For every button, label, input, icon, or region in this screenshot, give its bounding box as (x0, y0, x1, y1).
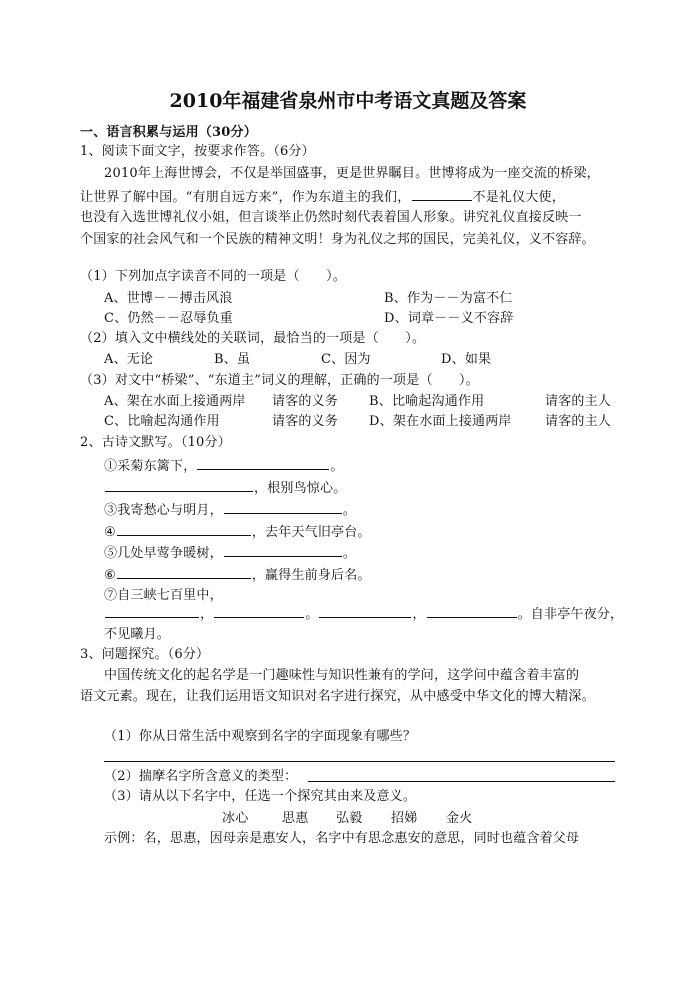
answer-blank (117, 522, 251, 536)
name-option: 冰心 (222, 811, 249, 826)
poem-line: ⑤几处早莺争暖树， 。 (104, 543, 356, 563)
sub-question: （2）填入文中横线处的关联词，最恰当的一项是（ ）。 (80, 331, 426, 346)
option-b: B、比喻起沟通作用 (369, 394, 485, 409)
option-a: A、世博－－搏击风浪 (104, 291, 233, 306)
option-b: B、作为－－为富不仁 (384, 291, 513, 306)
question-2-heading: 2、古诗文默写。（10分） (80, 435, 231, 450)
answer-blank (319, 604, 411, 618)
option-b-meaning: 请客的主人 (545, 394, 612, 409)
option-d: D、如果 (441, 352, 492, 367)
poem-line: 不见曦月。 (104, 627, 171, 642)
answer-blank (427, 604, 517, 618)
answer-blank (214, 604, 304, 618)
option-a: A、架在水面上接通两岸 (104, 394, 246, 409)
answer-blank (412, 187, 472, 201)
poem-line: ④ ，去年天气旧亭台。 (104, 522, 371, 542)
answer-line (104, 761, 615, 762)
example-text: 示例：名，思惠，因母亲是惠安人，名字中有思念惠安的意思，同时也蕴含着父母 (104, 831, 580, 846)
answer-blank (105, 478, 253, 492)
answer-blank (224, 543, 342, 557)
answer-blank (197, 456, 329, 470)
sub-question: （2）揣摩名字所含意义的类型： (104, 769, 298, 784)
answer-blank (117, 565, 251, 579)
question-3-heading: 3、问题探究。（6分） (80, 647, 210, 662)
answer-blank (224, 500, 342, 514)
name-option: 弘毅 (336, 811, 363, 826)
poem-line: ， 。 ， 。自非亭午夜分， (104, 604, 623, 624)
poem-line: ，根别鸟惊心。 (104, 478, 346, 498)
option-c: C、因为 (321, 352, 371, 367)
poem-line: ⑥ ，赢得生前身后名。 (104, 565, 371, 585)
option-d: D、词章－－义不容辞 (384, 311, 514, 326)
passage-line: 也没有入选世博礼仪小姐，但言谈举止仍然时刻代表着国人形象。讲究礼仪直接反映一 (80, 210, 582, 225)
sub-question: （1）你从日常生活中观察到名字的字面现象有哪些？ (104, 729, 417, 744)
passage-line: 2010年上海世博会，不仅是举国盛事，更是世界瞩目。世博将成为一座交流的桥梁， (104, 166, 600, 181)
option-c-meaning: 请客的义务 (272, 414, 339, 429)
poem-line: ③我寄愁心与明月， 。 (104, 500, 356, 520)
option-c: C、仍然－－忍辱负重 (104, 311, 233, 326)
poem-line: ⑦自三峡七百里中， (104, 588, 223, 603)
question-1-heading: 1、阅读下面文字，按要求作答。（6分） (80, 144, 315, 159)
option-c: C、比喻起沟通作用 (104, 414, 220, 429)
option-d-meaning: 请客的主人 (545, 414, 612, 429)
answer-blank (105, 604, 199, 618)
option-a-meaning: 请客的义务 (272, 394, 339, 409)
sub-question: （1）下列加点字读音不同的一项是（ ）。 (80, 269, 346, 284)
option-a: A、无论 (104, 352, 154, 367)
option-d: D、架在水面上接通两岸 (369, 414, 512, 429)
name-option: 招娣 (391, 811, 418, 826)
paragraph-line: 中国传统文化的起名学是一门趣味性与知识性兼有的学问，这学问中蕴含着丰富的 (104, 668, 580, 683)
answer-line (308, 781, 615, 782)
name-option: 金火 (446, 811, 473, 826)
name-option: 思惠 (282, 811, 309, 826)
passage-line: 让世界了解中国。“有朋自远方来”，作为东道主的我们， 不是礼仪大使， (80, 187, 565, 207)
poem-line: ①采菊东篱下， 。 (104, 456, 344, 476)
option-b: B、虽 (214, 352, 251, 367)
section-heading: 一、语言积累与运用（30分） (80, 125, 257, 140)
passage-line: 个国家的社会风气和一个民族的精神文明！身为礼仪之邦的国民，完美礼仪，义不容辞。 (80, 232, 595, 247)
document-title: 2010年福建省泉州市中考语文真题及答案 (169, 90, 527, 112)
sub-question: （3）请从以下名字中，任选一个探究其由来及意义。 (104, 789, 417, 804)
sub-question: （3）对文中“桥梁”、“东道主”词义的理解，正确的一项是（ ）。 (80, 373, 479, 388)
paragraph-line: 语文元素。现在，让我们运用语文知识对名字进行探究，从中感受中华文化的博大精深。 (80, 689, 595, 704)
